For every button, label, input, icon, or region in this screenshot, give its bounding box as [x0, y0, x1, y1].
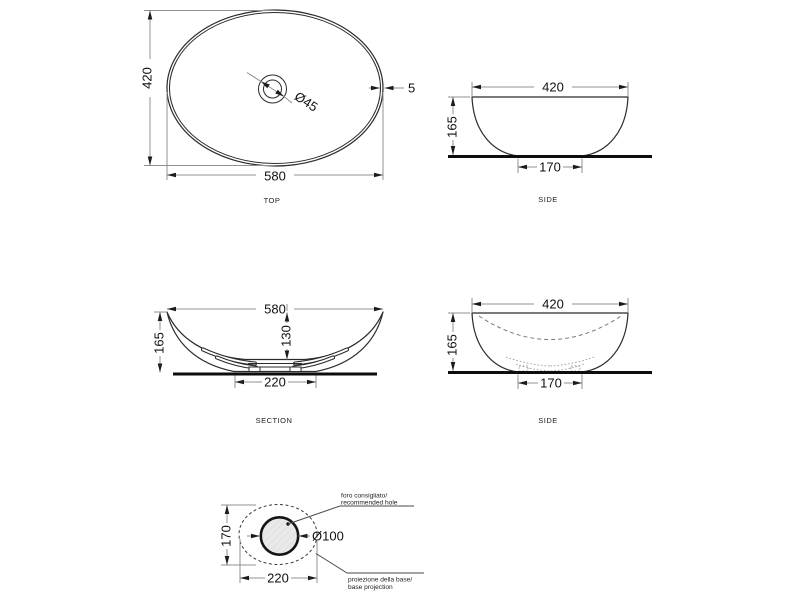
top-view-label: TOP — [263, 196, 281, 205]
bowl-outline — [472, 313, 628, 372]
dim-rim-thickness: 5 — [408, 80, 416, 96]
hole-note-line2: recommended hole — [341, 499, 398, 507]
base-projection-view — [219, 493, 425, 591]
top-view — [140, 10, 416, 205]
dim-section-base: 220 — [264, 374, 286, 390]
drain-dim-tail-left — [247, 73, 261, 82]
dim-top-width: 580 — [264, 168, 286, 184]
dim-hole-diameter: Ø100 — [312, 528, 344, 544]
dim-side2-height: 165 — [444, 334, 460, 356]
basin-outer-rim — [167, 10, 383, 166]
dim-side-base: 170 — [539, 159, 561, 175]
dim-section-height: 165 — [151, 332, 167, 354]
base-note-leader — [316, 554, 424, 591]
side-view-lower-label: SIDE — [538, 416, 558, 425]
basin-inner-rim — [170, 13, 381, 164]
base-foot-left — [249, 367, 260, 372]
dim-section-width: 580 — [264, 301, 286, 317]
bowl-outline — [472, 97, 628, 156]
dim-section-depth: 130 — [278, 325, 294, 347]
dim-side2-base: 170 — [540, 375, 562, 391]
dim-side-height: 165 — [444, 116, 460, 138]
section-view-label: SECTION — [255, 416, 293, 425]
side-view-label: SIDE — [538, 195, 558, 204]
dim-side2-width: 420 — [542, 296, 564, 312]
dim-drain-diameter: Ø45 — [291, 88, 321, 115]
dim-side-width: 420 — [542, 79, 564, 95]
base-note-line1: proiezione della base/ — [348, 576, 413, 584]
side-view-lower — [445, 297, 653, 426]
dim-base-width: 220 — [267, 570, 289, 586]
base-note-line2: base projection — [348, 583, 393, 591]
dim-top-height: 420 — [139, 67, 155, 89]
drain-dim-line — [261, 82, 284, 97]
drain-dim-tail-right — [284, 97, 292, 104]
base-foot-right — [290, 367, 301, 372]
hole-note-line1: foro consigliato/ — [341, 492, 388, 500]
side-view-upper — [445, 80, 653, 205]
section-outline — [167, 312, 383, 372]
dim-base-height: 170 — [218, 525, 234, 547]
hole-note-leader — [286, 493, 414, 526]
section-view — [152, 302, 384, 426]
